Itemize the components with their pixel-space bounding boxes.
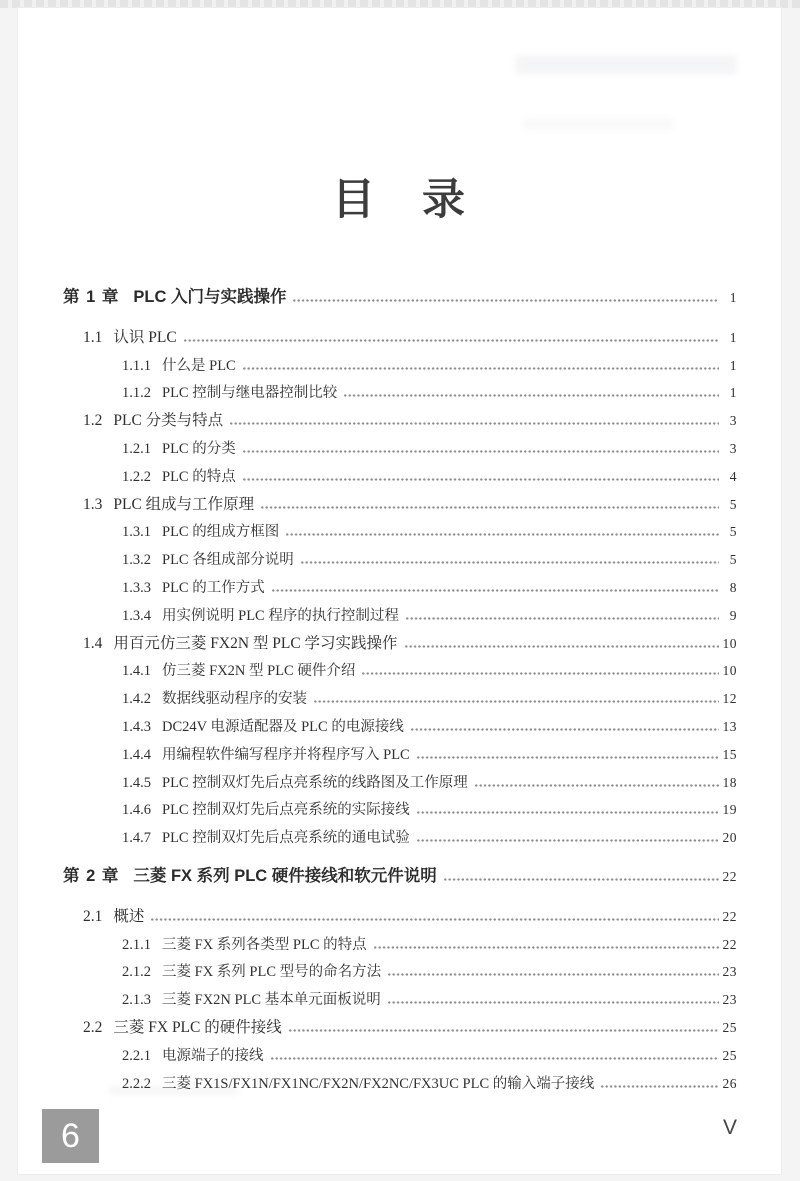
toc-entry-title: 概述 — [113, 907, 145, 925]
toc-entry-page: 5 — [729, 496, 737, 512]
toc-entry-number: 1.4.6 — [122, 802, 151, 819]
toc-entry — [63, 284, 737, 312]
dotted-leader — [230, 422, 719, 425]
dotted-leader — [289, 1029, 719, 1032]
toc-entry-page: 12 — [722, 691, 737, 707]
dotted-leader — [405, 645, 719, 648]
toc-entry — [63, 491, 737, 519]
toc-entry-number: 2.1.3 — [122, 992, 151, 1009]
toc-entry — [63, 602, 737, 630]
toc-entry-number: 1.4.1 — [122, 663, 151, 680]
toc-entry-page: 5 — [729, 524, 737, 540]
toc-entry-number: 1.1.2 — [122, 385, 151, 402]
toc-entry-number: 1.4.4 — [122, 746, 151, 763]
toc-entry-page: 1 — [729, 385, 737, 401]
dotted-leader — [388, 1001, 719, 1004]
folio-roman-numeral: V — [722, 1116, 737, 1139]
toc-entry-number: 1.4 — [83, 634, 103, 652]
toc-entry-page: 18 — [722, 774, 737, 790]
toc-entry-title: PLC 的组成方框图 — [162, 524, 280, 541]
dotted-leader — [243, 478, 719, 481]
toc-entry-title: PLC 的工作方式 — [162, 579, 265, 596]
toc-entry-page: 10 — [722, 635, 737, 651]
toc-entry-number: 2.1 — [83, 907, 103, 925]
toc-entry — [63, 769, 737, 797]
toc-entry-title: 三菱 FX 系列 PLC 型号的命名方法 — [162, 964, 382, 981]
toc-entry-title: 仿三菱 FX2N 型 PLC 硬件介绍 — [162, 663, 356, 680]
toc-entry-page: 1 — [729, 357, 737, 373]
dotted-leader — [261, 506, 719, 509]
toc-entry-number: 1.4.5 — [122, 774, 151, 791]
bleed-through-artifact — [523, 118, 673, 130]
dotted-leader — [475, 784, 719, 787]
toc-entry-title: 三菱 FX 系列各类型 PLC 的特点 — [162, 936, 367, 953]
toc-entry — [63, 518, 737, 546]
dotted-leader — [444, 878, 719, 881]
bleed-through-artifact — [515, 55, 737, 75]
dotted-leader — [184, 339, 719, 342]
toc-entry-title: 三菱 FX2N PLC 基本单元面板说明 — [162, 992, 381, 1009]
toc-entry-page: 25 — [722, 1047, 737, 1063]
toc-entry — [63, 352, 737, 380]
toc-entry — [63, 546, 737, 574]
toc-entry-title: 数据线驱动程序的安装 — [162, 691, 307, 708]
toc-entry — [63, 1070, 737, 1098]
toc-entry-page: 25 — [722, 1019, 737, 1035]
toc-entry-page: 23 — [722, 992, 737, 1008]
toc-entry-title: PLC 组成与工作原理 — [113, 495, 255, 513]
toc-entry — [63, 379, 737, 407]
toc-entry-page: 22 — [722, 868, 737, 884]
dotted-leader — [314, 700, 719, 703]
dotted-leader — [271, 1057, 719, 1060]
toc-entry-title: PLC 控制双灯先后点亮系统的实际接线 — [162, 802, 410, 819]
toc-entry-title: 用百元仿三菱 FX2N 型 PLC 学习实践操作 — [113, 634, 398, 652]
toc-entry — [63, 903, 737, 931]
toc-entry-number: 1.4.2 — [122, 691, 151, 708]
toc-entry-number: 1.3.1 — [122, 524, 151, 541]
toc-entry-title: 用编程软件编写程序并将程序写入 PLC — [162, 746, 410, 763]
toc-entry-title: 三菱 FX1S/FX1N/FX1NC/FX2N/FX2NC/FX3UC PLC 的输入端子接线 — [162, 1075, 595, 1092]
toc-entry — [63, 824, 737, 852]
dotted-leader — [417, 839, 719, 842]
dotted-leader — [293, 299, 719, 302]
toc-entry-number: 1.3.3 — [122, 579, 151, 596]
toc-entry — [63, 630, 737, 658]
toc-entry-number: 1.3.4 — [122, 607, 151, 624]
toc-entry-page: 19 — [722, 802, 737, 818]
toc-entry-page: 3 — [729, 440, 737, 456]
toc-entry — [63, 685, 737, 713]
toc-entry-title: PLC 分类与特点 — [113, 412, 224, 430]
toc-entry — [63, 324, 737, 352]
toc-entry-number: 2.2.2 — [122, 1075, 151, 1092]
dotted-leader — [243, 450, 719, 453]
dotted-leader — [344, 394, 719, 397]
toc-entry-title: PLC 的分类 — [162, 440, 236, 457]
toc-entry — [63, 986, 737, 1014]
dotted-leader — [301, 561, 719, 564]
toc-entry-page: 26 — [722, 1075, 737, 1091]
dotted-leader — [411, 728, 719, 731]
toc-entry-title: 用实例说明 PLC 程序的执行控制过程 — [162, 607, 399, 624]
toc-entry — [63, 435, 737, 463]
toc-entry-title: DC24V 电源适配器及 PLC 的电源接线 — [162, 718, 404, 735]
page-title: 目 录 — [332, 177, 467, 224]
dotted-leader — [286, 533, 719, 536]
toc-entry-number: 1.1.1 — [122, 357, 151, 374]
toc-entry — [63, 931, 737, 959]
toc-entry-number: 1.3 — [83, 495, 103, 513]
toc-entry-page: 20 — [722, 830, 737, 846]
toc-entry — [63, 407, 737, 435]
toc-entry-title: PLC 控制双灯先后点亮系统的线路图及工作原理 — [162, 774, 468, 791]
toc-entry-title: 三菱 FX PLC 的硬件接线 — [113, 1018, 282, 1036]
toc-entry-page: 15 — [722, 746, 737, 762]
toc-entry-number: 1.2.1 — [122, 440, 151, 457]
toc-entry-number: 第 1 章 — [63, 288, 120, 306]
toc-entry-number: 1.1 — [83, 328, 103, 346]
chapter-thumb-badge: 6 — [42, 1109, 99, 1163]
toc-entry-number: 1.2 — [83, 412, 103, 430]
toc-entry — [63, 958, 737, 986]
toc-entry-title: PLC 的特点 — [162, 468, 236, 485]
toc-entry — [63, 1014, 737, 1042]
dotted-leader — [417, 756, 719, 759]
toc-entry-number: 1.2.2 — [122, 468, 151, 485]
toc-entry-page: 22 — [722, 936, 737, 952]
toc-entry-page: 10 — [722, 663, 737, 679]
dotted-leader — [272, 589, 719, 592]
toc-entry-page: 13 — [722, 718, 737, 734]
toc-entry-number: 1.3.2 — [122, 552, 151, 569]
toc-entry-page: 8 — [729, 579, 737, 595]
toc-entry-page: 9 — [729, 607, 737, 623]
page-boundary-strip — [0, 0, 800, 8]
toc-entry — [63, 741, 737, 769]
toc-entry-title: 电源端子的接线 — [162, 1047, 264, 1064]
toc-entry-page: 1 — [729, 329, 737, 345]
toc-entry-number: 1.4.3 — [122, 718, 151, 735]
toc-entry — [63, 574, 737, 602]
toc-entry — [63, 463, 737, 491]
toc-entry-number: 2.1.1 — [122, 936, 151, 953]
toc-entry-page: 4 — [729, 468, 737, 484]
dotted-leader — [417, 811, 719, 814]
dotted-leader — [362, 672, 718, 675]
toc-entry-title: PLC 控制双灯先后点亮系统的通电试验 — [162, 830, 410, 847]
toc-entry — [63, 863, 737, 891]
toc-entry-page: 22 — [722, 908, 737, 924]
toc-entry-title: PLC 各组成部分说明 — [162, 552, 294, 569]
toc-entry-page: 23 — [722, 964, 737, 980]
toc-entry-page: 3 — [729, 413, 737, 429]
toc-entry-number: 第 2 章 — [63, 866, 120, 885]
scanned-page — [18, 8, 781, 1174]
toc-entry-page: 1 — [729, 290, 737, 305]
toc-entry-page: 5 — [729, 552, 737, 568]
toc-entry-number: 2.2.1 — [122, 1047, 151, 1064]
toc-entry-title: PLC 入门与实践操作 — [133, 288, 287, 306]
dotted-leader — [601, 1085, 718, 1088]
toc-entry-title: 什么是 PLC — [162, 357, 236, 374]
toc-list — [63, 284, 737, 1097]
toc-entry — [63, 1042, 737, 1070]
toc-entry — [63, 657, 737, 685]
dotted-leader — [388, 973, 718, 976]
toc-entry — [63, 713, 737, 741]
toc-entry-title: 认识 PLC — [113, 328, 177, 346]
toc-entry-number: 2.1.2 — [122, 964, 151, 981]
dotted-leader — [151, 918, 718, 921]
toc-entry-number: 2.2 — [83, 1018, 103, 1036]
dotted-leader — [374, 946, 719, 949]
toc-entry — [63, 796, 737, 824]
dotted-leader — [243, 367, 719, 370]
toc-entry-title: PLC 控制与继电器控制比较 — [162, 385, 338, 402]
dotted-leader — [406, 617, 719, 620]
toc-entry-number: 1.4.7 — [122, 830, 151, 847]
toc-entry-title: 三菱 FX 系列 PLC 硬件接线和软元件说明 — [133, 866, 437, 885]
